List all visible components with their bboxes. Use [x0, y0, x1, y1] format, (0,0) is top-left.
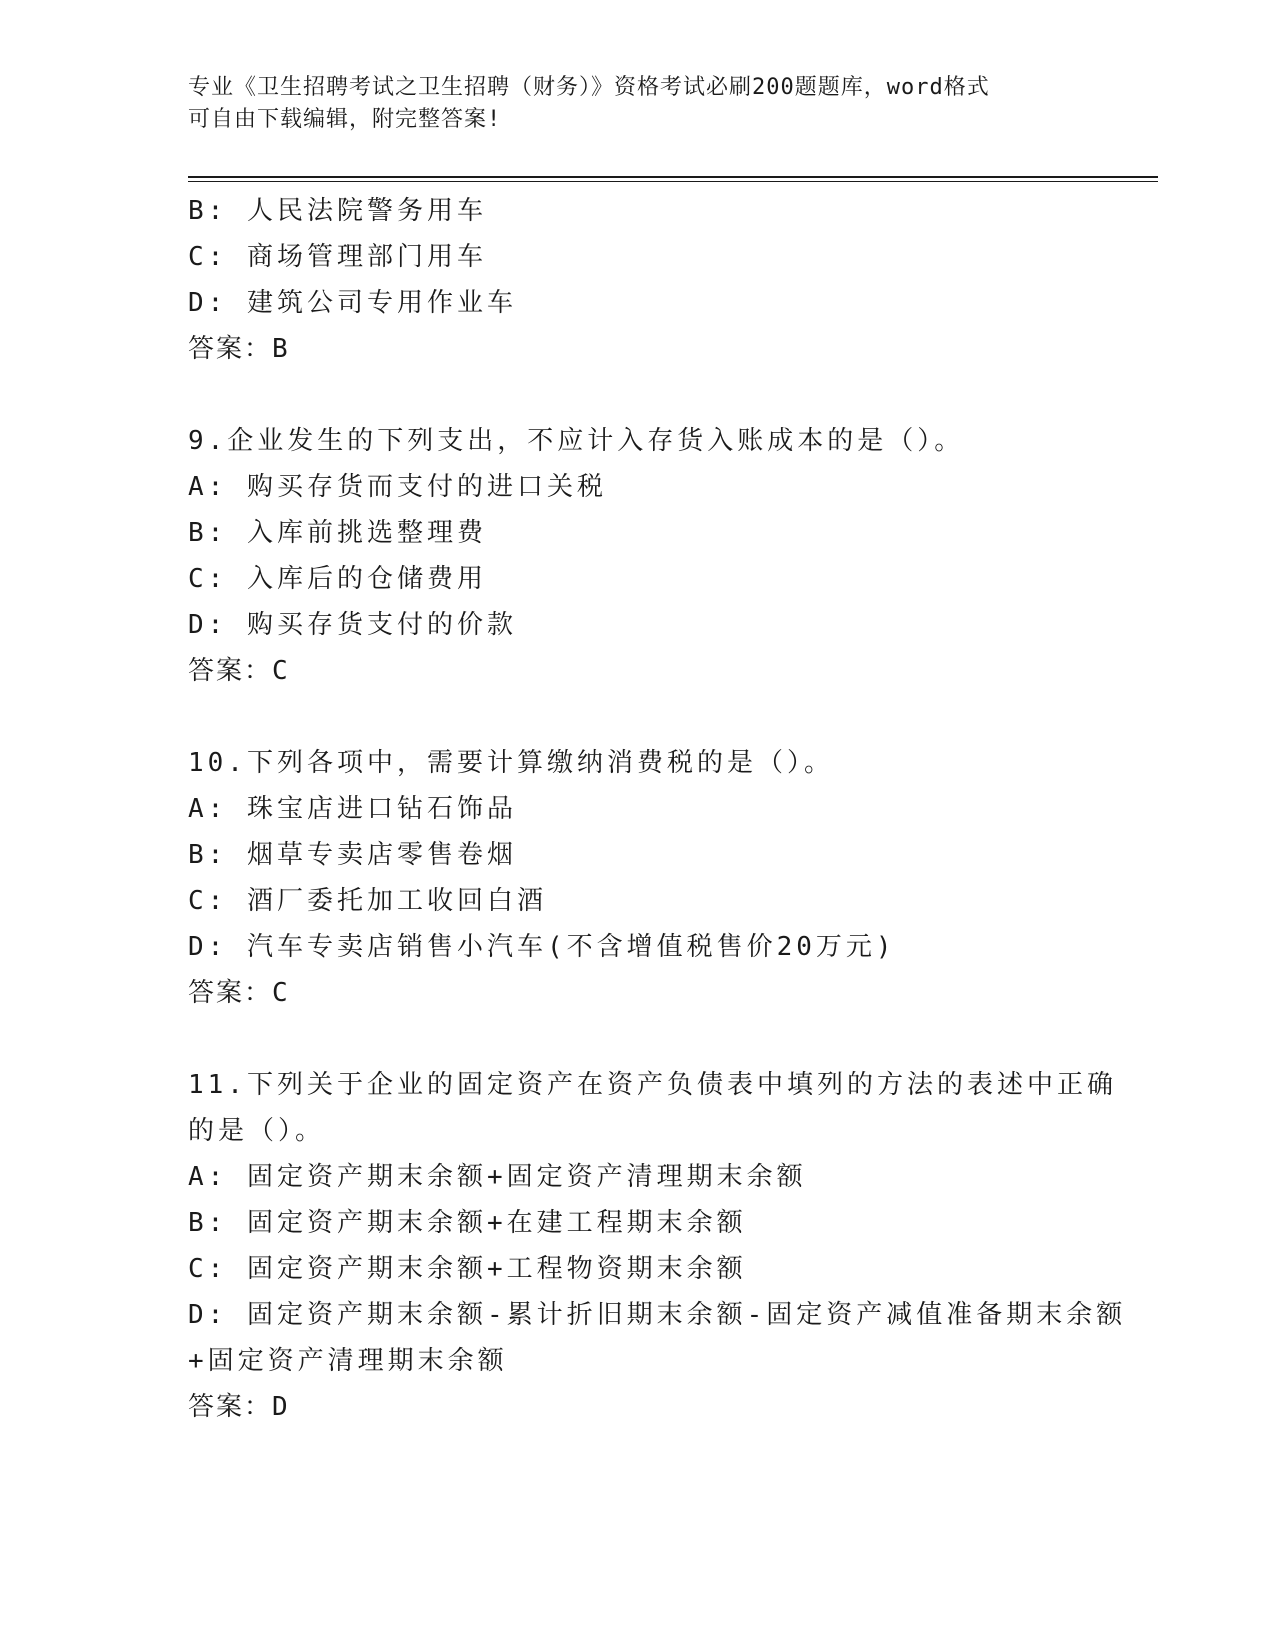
question-block-9: [188, 418, 1088, 694]
document-header: [188, 72, 1068, 136]
question-block-8: [188, 188, 1088, 372]
option-d: D: 固定资产期末余额-累计折旧期末余额-固定资产减值准备期末余额: [188, 1300, 1127, 1330]
option-a: A: 珠宝店进口钻石饰品: [188, 794, 517, 824]
option-c: C: 入库后的仓储费用: [188, 564, 487, 594]
question-title-line-1: 11.下列关于企业的固定资产在资产负债表中填列的方法的表述中正确: [188, 1070, 1117, 1100]
answer-line: 答案：D: [188, 1392, 290, 1422]
answer-line: 答案：B: [188, 334, 290, 364]
question-title: 9.企业发生的下列支出，不应计入存货入账成本的是（）。: [188, 426, 965, 456]
answer-line: 答案：C: [188, 656, 290, 686]
option-b: B: 人民法院警务用车: [188, 196, 487, 226]
option-b: B: 烟草专卖店零售卷烟: [188, 840, 517, 870]
option-c: C: 商场管理部门用车: [188, 242, 487, 272]
answer-line: 答案：C: [188, 978, 290, 1008]
option-a: A: 固定资产期末余额+固定资产清理期末余额: [188, 1162, 807, 1192]
option-d: D: 汽车专卖店销售小汽车(不含增值税售价20万元): [188, 932, 896, 962]
header-line-1: 专业《卫生招聘考试之卫生招聘（财务）》资格考试必刷200题题库，word格式: [188, 75, 990, 100]
option-d-continued: +固定资产清理期末余额: [188, 1346, 508, 1376]
question-block-10: [188, 740, 1088, 1016]
option-c: C: 固定资产期末余额+工程物资期末余额: [188, 1254, 747, 1284]
option-d: D: 建筑公司专用作业车: [188, 288, 517, 318]
question-block-11: [188, 1062, 1127, 1430]
header-line-2: 可自由下载编辑，附完整答案!: [188, 107, 502, 132]
option-b: B: 固定资产期末余额+在建工程期末余额: [188, 1208, 747, 1238]
question-title: 10.下列各项中，需要计算缴纳消费税的是（）。: [188, 748, 834, 778]
question-list: [188, 188, 1127, 1476]
option-a: A: 购买存货而支付的进口关税: [188, 472, 607, 502]
question-title-line-2: 的是（）。: [188, 1116, 326, 1146]
option-d: D: 购买存货支付的价款: [188, 610, 517, 640]
header-divider: [188, 176, 1158, 182]
option-b: B: 入库前挑选整理费: [188, 518, 487, 548]
option-c: C: 酒厂委托加工收回白酒: [188, 886, 547, 916]
